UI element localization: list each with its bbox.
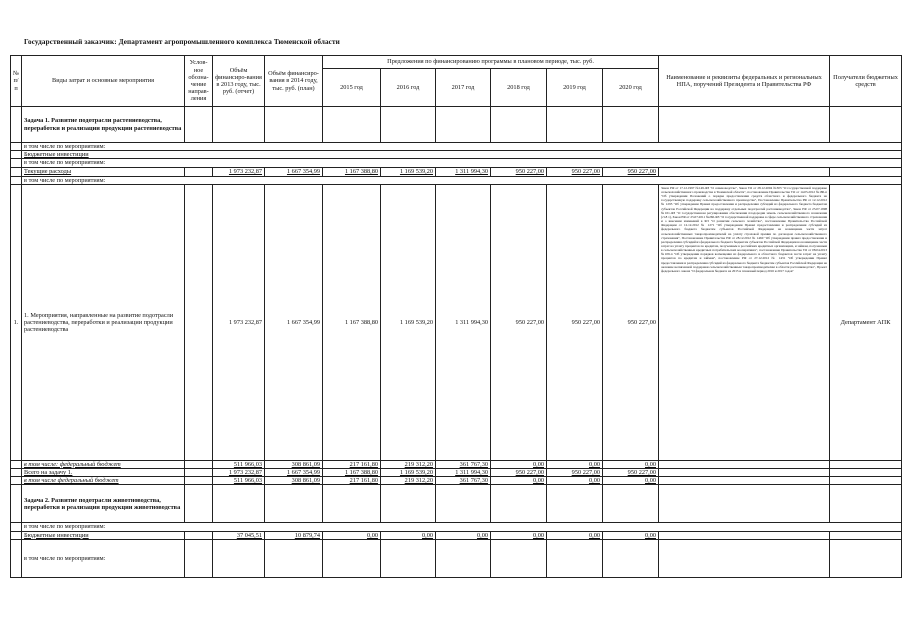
header-year-2020: 2020 год (603, 69, 659, 107)
row-label: в том числе: федеральный бюджет (22, 460, 185, 468)
header-kind: Виды затрат и основные мероприятия (22, 56, 185, 107)
cell-2014: 308 861,09 (265, 460, 323, 468)
row-label: в том числе по мероприятиям: (22, 523, 902, 531)
legal-acts-text: Закон РФ от 17.12.1997 №149-ФЗ "О семеноводстве", Закон ТО от 28.12.2004 №303 "О государственной поддержке сельскохозяйственного производства в Тюменской области", постановление Правительства ТО от 14.05.2012 №180-п "Об утверждении Положений о порядке предоставления средств областного и федерального бюджета на государственную поддержку сельскохозяйственного производства", Постановление Правительства РФ от 12.12.2012 № 1295 "Об утверждении Правил предоставления и распределения субсидий из федерального бюджета бюджетам субъектов Российской Федерации на поддержку отдельных подотраслей растениеводства", Закон РФ от 25.07.1998 №101-ФЗ "О государственном регулировании обеспечения плодородия земель сельскохозяйственного назначения (ст.8 1), Закон РФ от 25.07.2011 №260-ФЗ "О государственной поддержке в сфере сельскохозяйственного страхования и о внесении изменений в ФЗ "О развитии сельского хозяйства", постановление Правительства Российской Федерации от 12.12.2012 № 1271 "Об утверждении Правил предоставления и распределения субсидий из федерального бюджета бюджетам субъектов Российской Федерации на возмещение части затрат сельскохозяйственных товаропроизводителей на уплату страховой премии по договорам сельскохозяйственного страхования", Постановление Правительства РФ от 28.12.2012 № 1460 "Об утверждении правил предоставления и распределения субсидий из федерального бюджета бюджетам субъектов Российской Федерации на возмещение части затрат на уплату процентов по кредитам, полученным в российских кредитных организациях, и займам, полученным в сельскохозяйственных кредитных потребительских кооперативах", постановление Правительства ТО от 08.04.2013 №109-п "Об утверждении порядков возмещения из федерального и областного бюджетов части затрат на уплату процентов по кредитам и займам", постановление РФ от 27.12.2012 № 1431 "Об утверждении Правил предоставления и распределения субсидий из федерального бюджета бюджетам субъектов Российской Федерации на оказание несвязанной поддержки сельскохозяйственным товаропроизводителям в области растениеводства", Проект федерального закона "О федеральном бюджете на 2015 и плановый период 2016 и 2017 годов" (659, 184, 830, 460)
cell-2017: 1 311 994,30 (436, 469, 491, 477)
cell-2013: 1 973 232,87 (213, 184, 265, 460)
header-cond: Услов-ное обозна-чение направ-ления (185, 56, 213, 107)
cell-2019: 0,00 (547, 477, 603, 485)
federal-budget-row (11, 477, 902, 485)
cell-2017: 1 311 994,30 (436, 184, 491, 460)
measure1-row (11, 184, 902, 460)
cell-2020: 0,00 (603, 477, 659, 485)
header-year-2016: 2016 год (381, 69, 436, 107)
table-row (11, 159, 902, 167)
cell-2019: 0,00 (547, 460, 603, 468)
measure1-label: 1. Мероприятия, направленные на развитие подотрасли растениеводства, переработки и реализации продукции растениеводства (22, 184, 185, 460)
federal-budget-row (11, 460, 902, 468)
row-label: Бюджетные инвестиции (22, 151, 902, 159)
financing-table (10, 55, 902, 578)
cell-2014: 1 667 354,99 (265, 184, 323, 460)
header-plan: Предложения по финансированию программы в плановом периоде, тыс. руб. (323, 56, 659, 69)
cell-2017: 361 767,30 (436, 477, 491, 485)
cell-2013: 1 973 232,87 (213, 167, 265, 176)
cell-2015: 0,00 (323, 531, 381, 539)
cell-2020: 950 227,00 (603, 167, 659, 176)
cell-2014: 1 667 354,99 (265, 167, 323, 176)
cell-2018: 0,00 (491, 460, 547, 468)
cell-2019: 950 227,00 (547, 469, 603, 477)
cell-2017: 0,00 (436, 531, 491, 539)
task1-row (11, 107, 902, 143)
table-row (11, 176, 902, 184)
cell-2020: 0,00 (603, 460, 659, 468)
page-title: Государственный заказчик: Департамент агропромышленного комплекса Тюменской области (24, 38, 340, 46)
cell-2015: 1 167 388,80 (323, 184, 381, 460)
header-2014: Объём финансиро-вания в 2014 году, тыс. руб. (план) (265, 56, 323, 107)
cell-2017: 361 767,30 (436, 460, 491, 468)
table-row (11, 523, 902, 531)
cell-2013: 37 045,51 (213, 531, 265, 539)
current-expenses-row (11, 167, 902, 176)
cell-2014: 10 879,74 (265, 531, 323, 539)
header-recipients: Получатели бюджетных средств (830, 56, 902, 107)
cell-2016: 0,00 (381, 531, 436, 539)
task1-label: Задача 1. Развитие подотрасли растениеводства, переработки и реализации продукции растениеводства (22, 107, 185, 143)
task2-row (11, 485, 902, 523)
cell-2013: 1 973 232,87 (213, 469, 265, 477)
header-year-2018: 2018 год (491, 69, 547, 107)
cell-2019: 950 227,00 (547, 184, 603, 460)
cell-2013: 511 966,03 (213, 477, 265, 485)
cell-2014: 308 861,09 (265, 477, 323, 485)
row-label: в том числе по мероприятиям: (22, 176, 902, 184)
row-label: Текущие расходы (22, 167, 185, 176)
recipient-cell: Департамент АПК (830, 184, 902, 460)
cell-2020: 950 227,00 (603, 469, 659, 477)
cell-2017: 1 311 994,30 (436, 167, 491, 176)
cell-2019: 0,00 (547, 531, 603, 539)
header-year-2015: 2015 год (323, 69, 381, 107)
cell-2018: 950 227,00 (491, 469, 547, 477)
row-label: в том числе по мероприятиям: (22, 539, 185, 577)
table-row (11, 151, 902, 159)
table-row (11, 539, 902, 577)
row-label: Всего на задачу 1. (22, 469, 185, 477)
header-num: № п/п (11, 56, 22, 107)
cell-2019: 950 227,00 (547, 167, 603, 176)
cell-2018: 950 227,00 (491, 184, 547, 460)
header-year-2017: 2017 год (436, 69, 491, 107)
cell-2016: 219 312,20 (381, 460, 436, 468)
table-row (11, 143, 902, 151)
row-label: в том числе по мероприятиям: (22, 143, 902, 151)
cell-2016: 1 169 539,20 (381, 167, 436, 176)
header-acts: Наименование и реквизиты федеральных и региональных НПА, поручений Президента и Правительства РФ (659, 56, 830, 107)
cell-2018: 0,00 (491, 531, 547, 539)
row-label: Бюджетные инвестиции (22, 531, 185, 539)
cell-2016: 1 169 539,20 (381, 184, 436, 460)
measure1-num: 1. (11, 184, 22, 460)
cell-2018: 950 227,00 (491, 167, 547, 176)
cell-2014: 1 667 354,99 (265, 469, 323, 477)
header-2013: Объём финансиро-вания в 2013 году, тыс. руб. (отчет) (213, 56, 265, 107)
header-year-2019: 2019 год (547, 69, 603, 107)
cell-2015: 217 161,80 (323, 460, 381, 468)
cell-2020: 0,00 (603, 531, 659, 539)
cell-2015: 1 167 388,80 (323, 469, 381, 477)
row-label: в том числе по мероприятиям: (22, 159, 902, 167)
cell-2018: 0,00 (491, 477, 547, 485)
cell-2020: 950 227,00 (603, 184, 659, 460)
cell-2015: 217 161,80 (323, 477, 381, 485)
task2-label: Задача 2. Развитие подотрасли животноводства, переработки и реализации продукции животноводства (22, 485, 185, 523)
row-label: в том числе федеральный бюджет (22, 477, 185, 485)
cell-2016: 219 312,20 (381, 477, 436, 485)
total-task1-row (11, 469, 902, 477)
capex2-row (11, 531, 902, 539)
cell-2016: 1 169 539,20 (381, 469, 436, 477)
header-row-1 (11, 56, 902, 69)
cell-2015: 1 167 388,80 (323, 167, 381, 176)
cell-2013: 511 966,03 (213, 460, 265, 468)
